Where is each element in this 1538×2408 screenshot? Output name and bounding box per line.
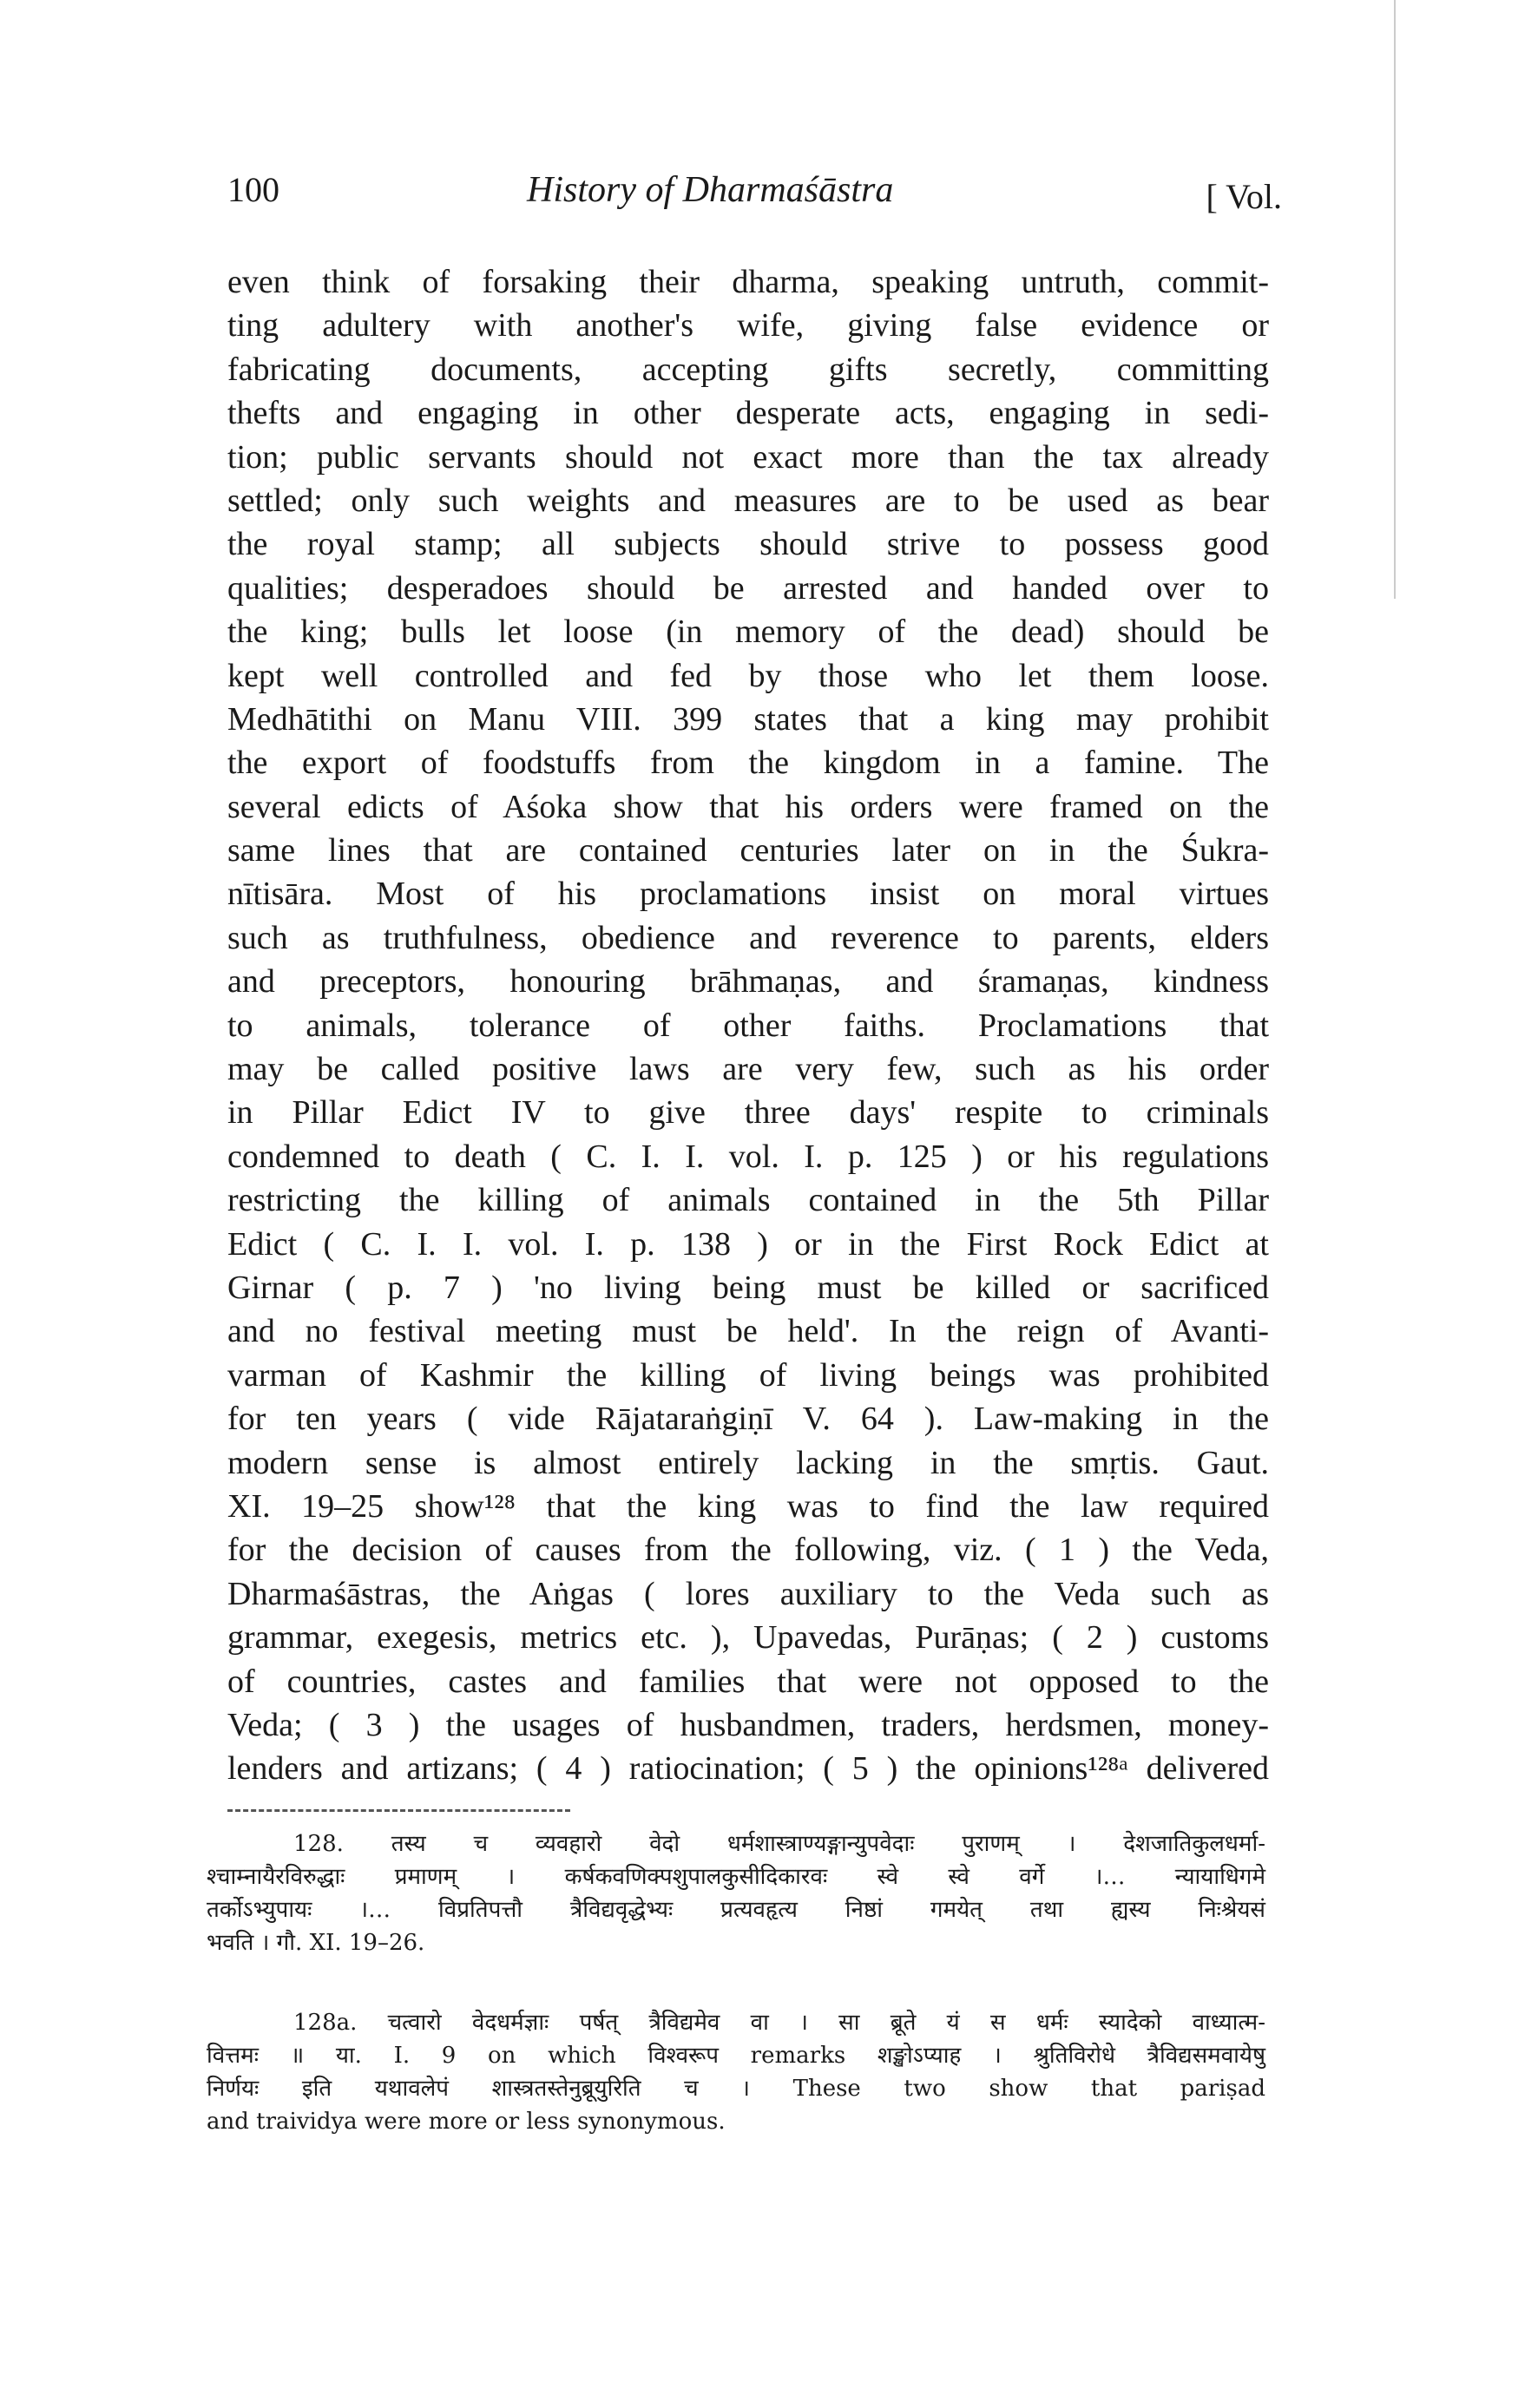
body-line: to animals, tolerance of other faiths. Proclamations that [227, 1007, 1269, 1044]
footnote-line: 128. तस्य च व्यवहारो वेदो धर्मशास्त्राण्यङ्गान्युपवेदाः पुराणम् । देशजातिकुलधर्मा- [293, 1831, 1265, 1857]
body-line: may be called positive laws are very few, such as his order [227, 1051, 1269, 1088]
body-line: and preceptors, honouring brāhmaṇas, and śramaṇas, kindness [227, 963, 1269, 1001]
body-line: of countries, castes and families that were not opposed to the [227, 1663, 1269, 1700]
body-line: Dharmaśāstras, the Aṅgas ( lores auxiliary to the Veda such as [227, 1575, 1269, 1612]
volume-label: [ Vol. [1206, 177, 1282, 216]
body-line: modern sense is almost entirely lacking in the smṛtis. Gaut. [227, 1444, 1269, 1481]
body-line: restricting the killing of animals contained in the 5th Pillar [227, 1182, 1269, 1219]
body-line: for ten years ( vide Rājataraṅgiṇī V. 64 ). Law-making in the [227, 1401, 1269, 1438]
body-line: grammar, exegesis, metrics etc. ), Upavedas, Purāṇas; ( 2 ) customs [227, 1619, 1269, 1657]
body-text [227, 260, 1269, 1791]
body-line: qualities; desperadoes should be arrested and handed over to [227, 569, 1269, 607]
body-line: settled; only such weights and measures are to be used as bear [227, 482, 1269, 519]
footnote-128 [207, 1827, 1265, 1959]
footnote-line: वित्तमः ॥ या. I. 9 on which विश्वरूप remarks शङ्खोऽप्याह । श्रुतिविरोधे त्रैविद्यसमवायेषु [207, 2043, 1265, 2069]
body-line: kept well controlled and fed by those who let them loose. [227, 657, 1269, 694]
footnote-line: तर्कोऽभ्युपायः ।… विप्रतिपत्तौ त्रैविद्यवृद्धेभ्यः प्रत्यवहृत्य निष्ठां गमयेत् तथा ह्यस्य निःश्रेयसं [207, 1897, 1265, 1923]
footnote-line: श्चाम्नायैरविरुद्धाः प्रमाणम् । कर्षकवणिक्पशुपालकुसीदिकारवः स्वे स्वे वर्गे ।… न्यायाधिगमे [207, 1864, 1265, 1890]
body-line: nītisāra. Most of his proclamations insist on moral virtues [227, 876, 1269, 913]
body-line: such as truthfulness, obedience and reverence to parents, elders [227, 919, 1269, 956]
footnote-line: भवति । गौ. XI. 19–26. [207, 1930, 425, 1956]
body-line: Edict ( C. I. I. vol. I. p. 138 ) or in the First Rock Edict at [227, 1225, 1269, 1263]
body-line: Medhātithi on Manu VIII. 399 states that a king may prohibit [227, 700, 1269, 738]
body-line: same lines that are contained centuries later on in the Śukra- [227, 832, 1269, 869]
body-line: and no festival meeting must be held'. In the reign of Avanti- [227, 1313, 1269, 1350]
book-title: History of Dharmaśāstra [527, 170, 894, 210]
body-line: thefts and engaging in other desperate acts, engaging in sedi- [227, 395, 1269, 432]
body-line: ting adultery with another's wife, giving false evidence or [227, 307, 1269, 344]
body-line: Girnar ( p. 7 ) 'no living being must be killed or sacrificed [227, 1269, 1269, 1306]
body-line: Veda; ( 3 ) the usages of husbandmen, traders, herdsmen, money- [227, 1706, 1269, 1743]
scan-edge-mark [1394, 0, 1396, 599]
body-line: lenders and artizans; ( 4 ) ratiocination; ( 5 ) the opinions¹²⁸ᵃ delivered [227, 1750, 1269, 1788]
footnote-line: 128a. चत्वारो वेदधर्मज्ञाः पर्षत् त्रैविद्यमेव वा । सा ब्रूते यं स धर्मः स्यादेको वाध्यात्म- [293, 2010, 1265, 2036]
body-line: fabricating documents, accepting gifts secretly, committing [227, 351, 1269, 388]
page-number: 100 [227, 170, 279, 209]
body-line: the king; bulls let loose (in memory of the dead) should be [227, 613, 1269, 651]
body-line: even think of forsaking their dharma, speaking untruth, commit- [227, 264, 1269, 300]
body-line: in Pillar Edict IV to give three days' respite to criminals [227, 1094, 1269, 1132]
body-line: condemned to death ( C. I. I. vol. I. p. 125 ) or his regulations [227, 1138, 1269, 1175]
body-line: for the decision of causes from the following, viz. ( 1 ) the Veda, [227, 1532, 1269, 1569]
body-line: several edicts of Aśoka show that his orders were framed on the [227, 788, 1269, 825]
body-line: the export of foodstuffs from the kingdom in a famine. The [227, 745, 1269, 782]
body-line: XI. 19–25 show¹²⁸ that the king was to find the law required [227, 1487, 1269, 1525]
body-line: tion; public servants should not exact more than the tax already [227, 438, 1269, 476]
footnote-line: निर्णयः इति यथावलेपं शास्त्रतस्तेनुब्रूयुरिति च । These two show that pariṣad [207, 2076, 1265, 2102]
footnote-128a [207, 2006, 1265, 2138]
footnote-separator [227, 1809, 570, 1812]
footnote-line: and traividya were more or less synonymous. [207, 2109, 726, 2135]
body-line: varman of Kashmir the killing of living beings was prohibited [227, 1356, 1269, 1394]
running-header [227, 169, 1282, 221]
body-line: the royal stamp; all subjects should strive to possess good [227, 526, 1269, 563]
